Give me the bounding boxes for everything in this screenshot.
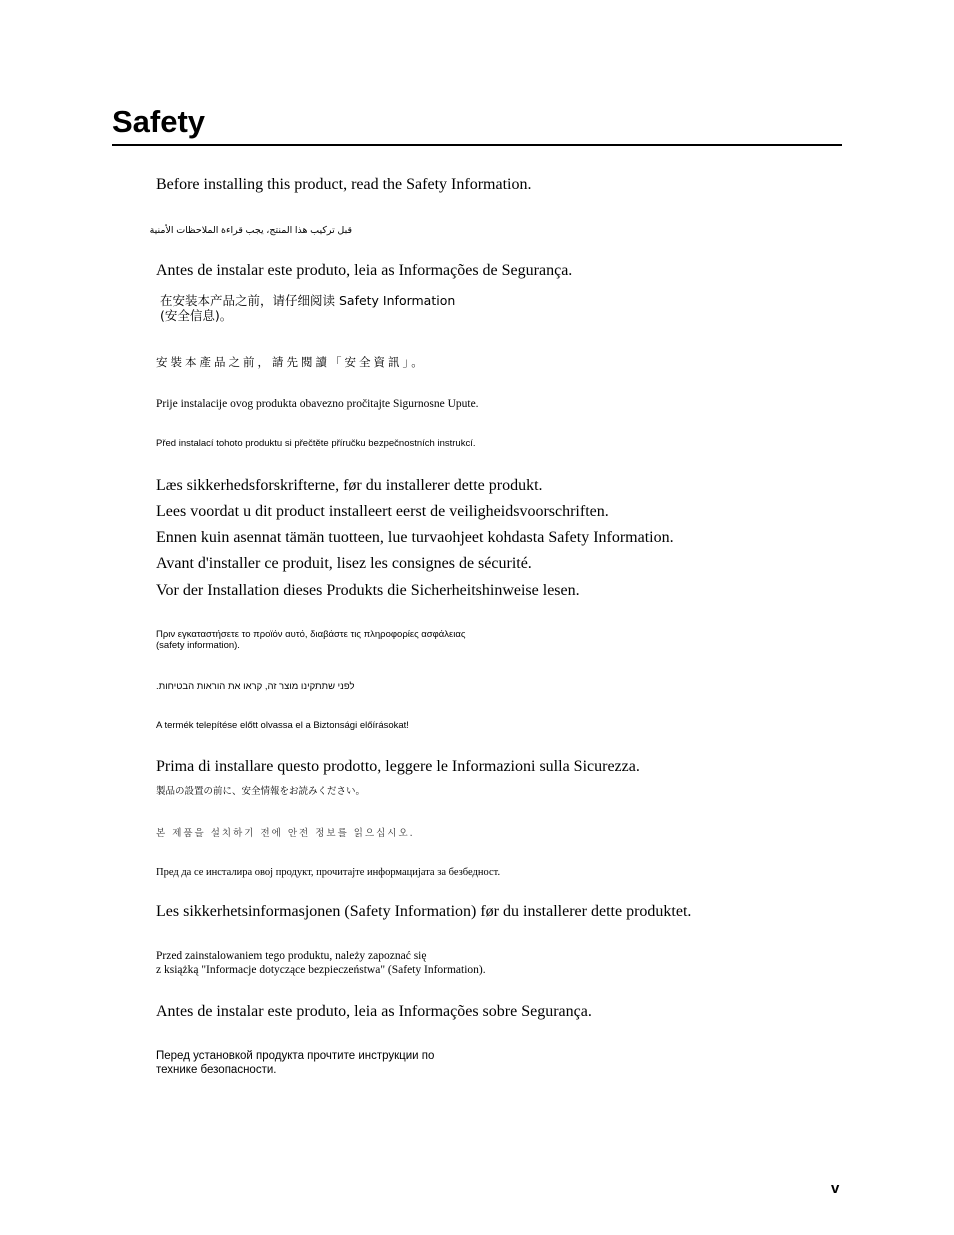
notice-korean: 본 제품을 설치하기 전에 안전 정보를 읽으십시오.	[156, 828, 415, 839]
notice-russian	[156, 1050, 434, 1078]
notice-portuguese-br: Antes de instalar este produto, leia as Informações de Segurança.	[156, 262, 573, 279]
notice-czech: Před instalací tohoto produktu si přečtěte příručku bezpečnostních instrukcí.	[156, 438, 476, 449]
notice-greek	[156, 629, 465, 652]
notice-portuguese: Antes de instalar este produto, leia as Informações sobre Segurança.	[156, 1003, 592, 1020]
notice-chinese-simplified-line2: (安全信息)。	[160, 308, 233, 323]
notice-hungarian: A termék telepítése előtt olvassa el a Biztonsági előírásokat!	[156, 720, 409, 731]
notice-polish-line1: Przed zainstalowaniem tego produktu, należy zapoznać się	[156, 950, 427, 962]
notice-polish-line2: z książką "Informacje dotyczące bezpieczeństwa" (Safety Information).	[156, 963, 486, 976]
notice-chinese-simplified	[160, 293, 455, 323]
notice-danish: Læs sikkerhedsforskrifterne, før du installerer dette produkt.	[156, 477, 543, 494]
notice-chinese-simplified-line1: 在安装本产品之前，请仔细阅读 Safety Information	[160, 293, 456, 308]
page-title: Safety	[112, 104, 206, 139]
notice-italian: Prima di installare questo prodotto, leggere le Informazioni sulla Sicurezza.	[156, 758, 640, 775]
notice-russian-line2: технике безопасности.	[156, 1063, 277, 1076]
page-number: v	[831, 1180, 840, 1197]
title-rule	[112, 144, 842, 146]
notice-norwegian: Les sikkerhetsinformasjonen (Safety Information) før du installerer dette produktet.	[156, 903, 692, 920]
notice-chinese-traditional: 安裝本產品之前，請先閱讀「安全資訊」。	[156, 355, 426, 369]
notice-french: Avant d'installer ce produit, lisez les consignes de sécurité.	[156, 555, 532, 572]
notice-english: Before installing this product, read the Safety Information.	[156, 176, 532, 193]
notice-greek-line1: Πριν εγκαταστήσετε το προϊόν αυτό, διαβάστε τις πληροφορίες ασφάλειας	[156, 629, 466, 640]
notice-macedonian: Пред да се инсталира овој продукт, прочитајте информацијата за безбедност.	[156, 867, 501, 878]
notice-german: Vor der Installation dieses Produkts die Sicherheitshinweise lesen.	[156, 582, 580, 599]
notice-hebrew: לפני שתתקינו מוצר זה, קראו את הוראות הבטיחות.	[156, 681, 355, 692]
notice-greek-line2: (safety information).	[156, 640, 240, 652]
notice-dutch: Lees voordat u dit product installeert eerst de veiligheidsvoorschriften.	[156, 503, 609, 520]
notice-russian-line1: Перед установкой продукта прочтите инструкции по	[156, 1050, 435, 1062]
notice-croatian: Prije instalacije ovog produkta obavezno pročitajte Sigurnosne Upute.	[156, 398, 479, 410]
notice-finnish: Ennen kuin asennat tämän tuotteen, lue turvaohjeet kohdasta Safety Information.	[156, 529, 674, 546]
notice-arabic: قبل تركيب هذا المنتج، يجب قراءة الملاحظات الأمنية	[149, 225, 352, 236]
notice-polish	[156, 950, 486, 978]
notice-japanese: 製品の設置の前に、安全情報をお読みください。	[156, 786, 366, 797]
